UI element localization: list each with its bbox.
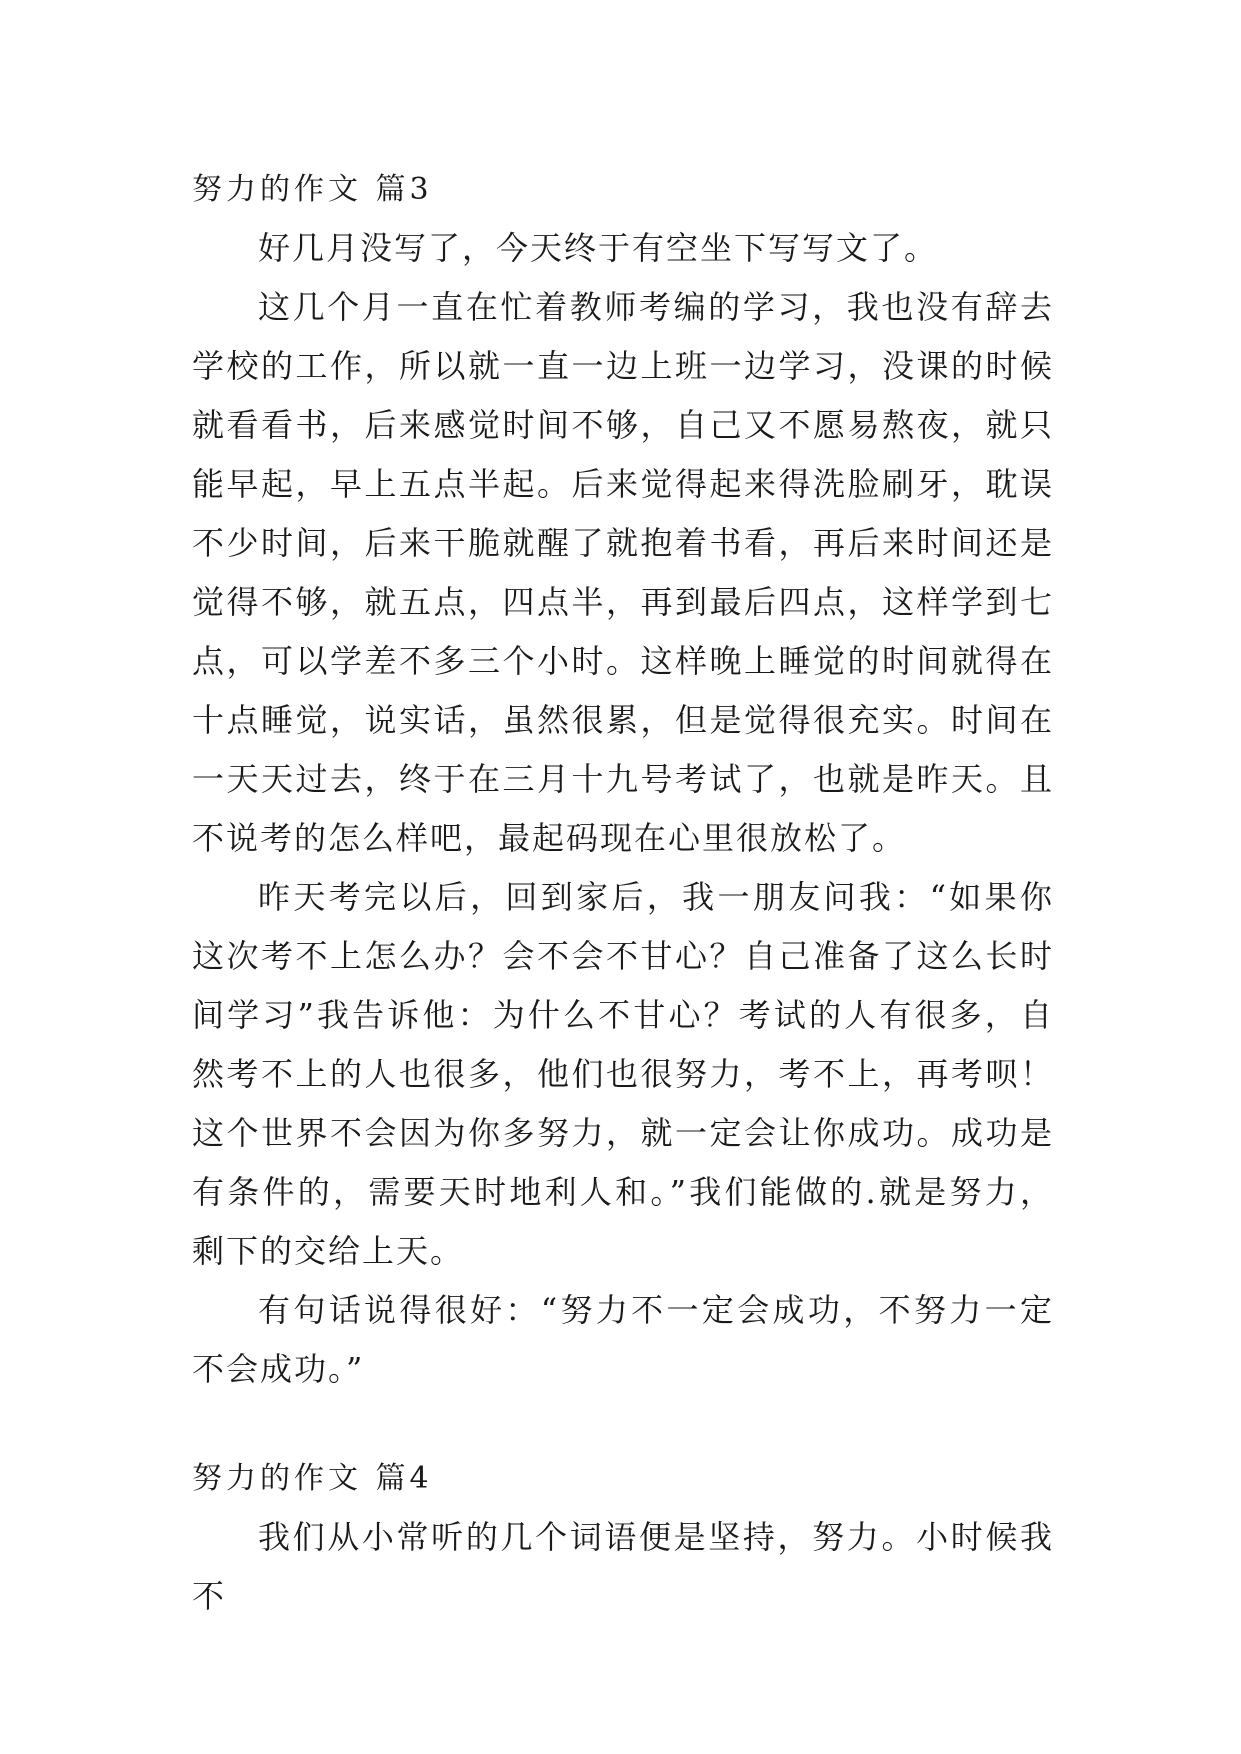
section-3-paragraph-1: 好几月没写了，今天终于有空坐下写写文了。 xyxy=(258,229,939,267)
section-4-paragraph-1: 我们从小常听的几个词语便是坚持，努力。小时候我不 xyxy=(192,1518,1054,1615)
section-3-paragraph-2: 这几个月一直在忙着教师考编的学习，我也没有辞去学校的工作，所以就一直一边上班一边学习，没课的时候就看看书，后来感觉时间不够，自己又不愿易熬夜，就只能早起，早上五点半起。后来觉得起来得洗脸刷牙，耽误不少时间，后来干脆就醒了就抱着书看，再后来时间还是觉得不够，就五点，四点半，再到最后四点，这样学到七点，可以学差不多三个小时。这样晚上睡觉的时间就得在十点睡觉，说实话，虽然很累，但是觉得很充实。时间在一天天过去，终于在三月十九号考试了，也就是昨天。且不说考的怎么样吧，最起码现在心里很放松了。 xyxy=(192,288,1054,857)
essay-section-4 xyxy=(192,1449,1054,1626)
section-3-paragraph-3: 昨天考完以后，回到家后，我一朋友问我：“如果你这次考不上怎么办？会不会不甘心？自己准备了这么长时间学习”我告诉他：为什么不甘心？考试的人有很多，自然考不上的人也很多，他们也很努力，考不上，再考呗！这个世界不会因为你多努力，就一定会让你成功。成功是有条件的，需要天时地利人和。”我们能做的.就是努力，剩下的交给上天。 xyxy=(192,878,1054,1270)
section-4-heading: 努力的作文 篇4 xyxy=(192,1461,433,1496)
section-spacer xyxy=(192,1399,1054,1449)
section-3-paragraph-4: 有句话说得很好：“努力不一定会成功，不努力一定不会成功。” xyxy=(192,1291,1054,1388)
essay-section-3 xyxy=(192,160,1054,1399)
document-page xyxy=(192,160,1054,1626)
section-3-heading: 努力的作文 篇3 xyxy=(192,172,433,207)
